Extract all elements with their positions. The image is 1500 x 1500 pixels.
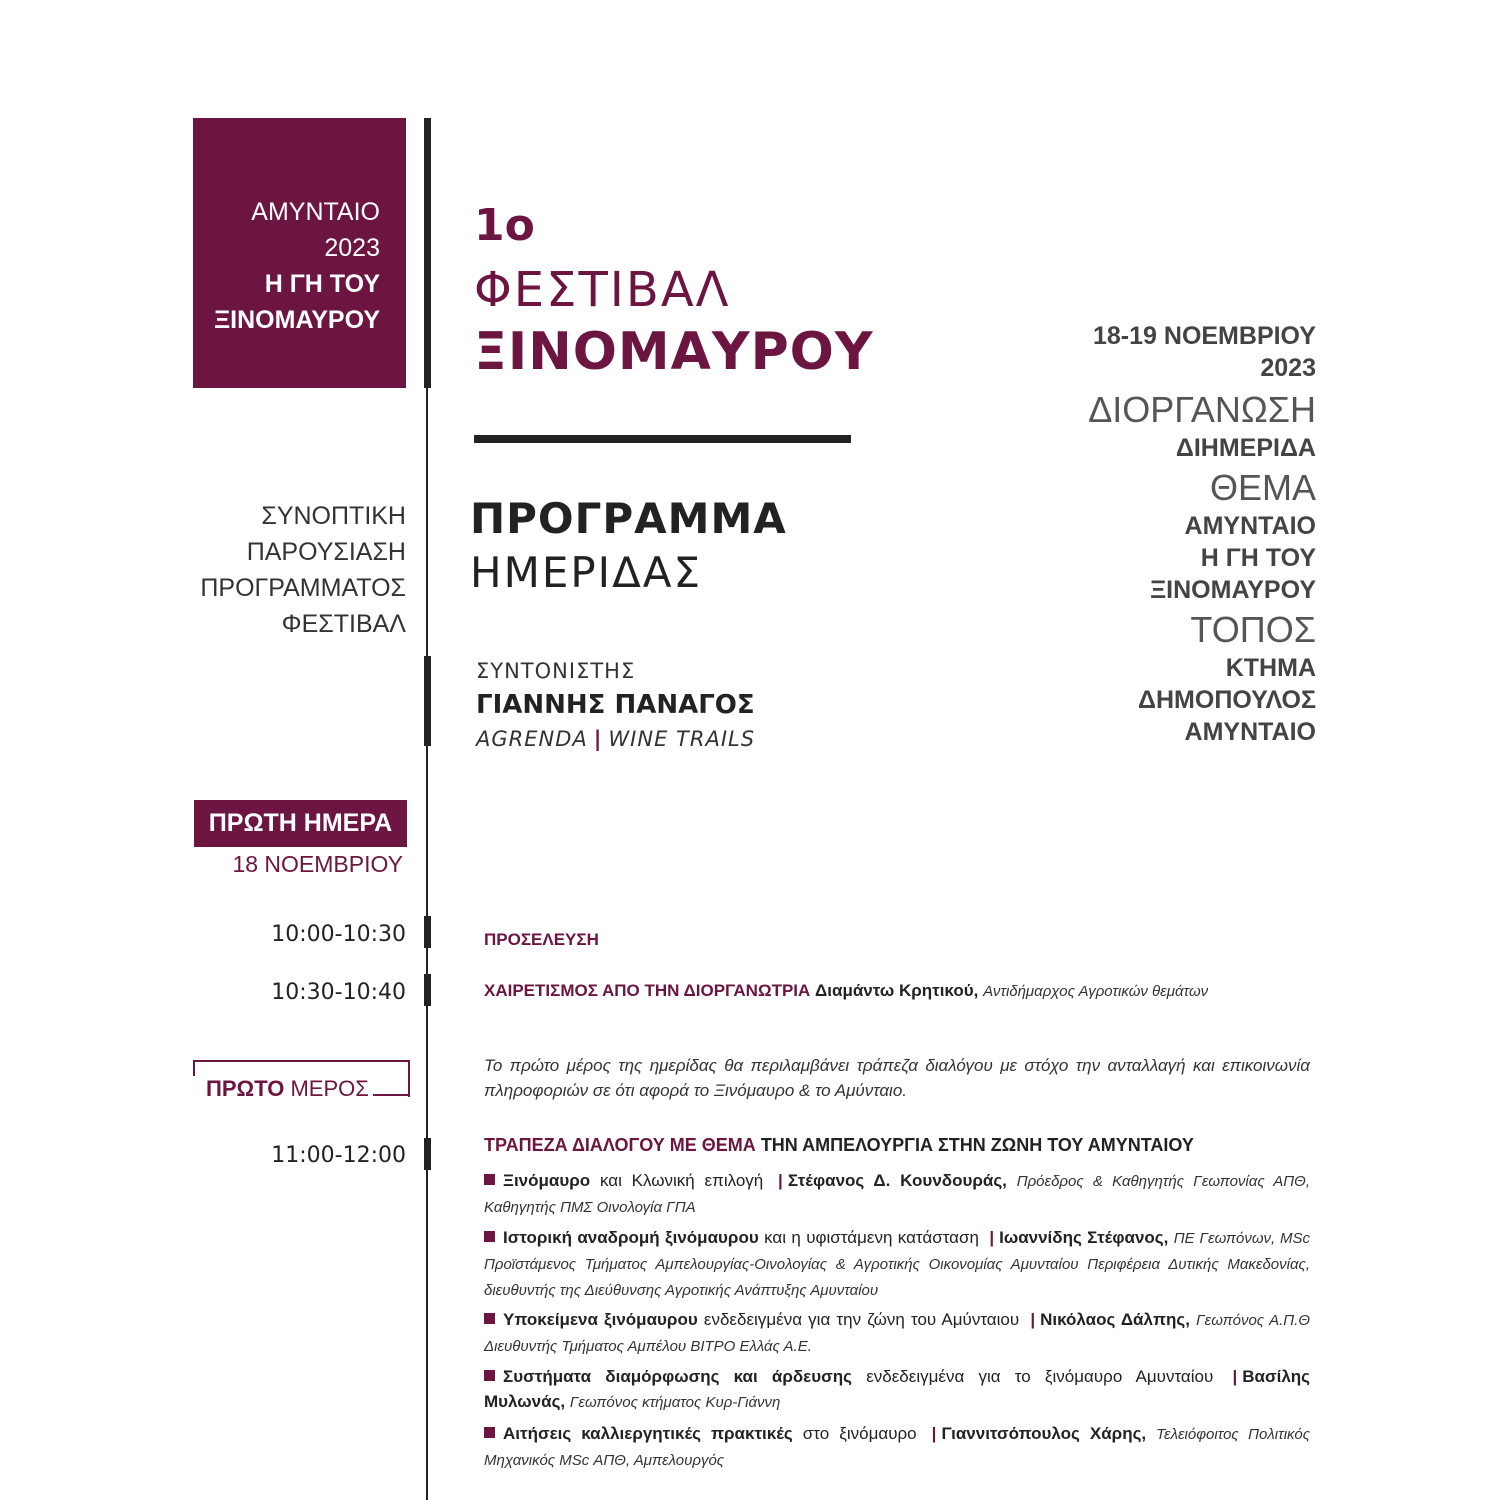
item-speaker: Ιωαννίδης Στέφανος, [999,1228,1169,1247]
theme-line-1: ΑΜΥΝΤΑΙΟ [1184,512,1316,540]
festival-word: ΦΕΣΤΙΒΑΛ [474,262,731,318]
item-topic: Ξινόμαυρο [503,1171,591,1190]
list-item [484,1168,1310,1220]
day-date: 18 ΝΟΕΜΒΡΙΟΥ [232,851,403,877]
title-box [193,118,406,388]
summary-line-4: ΦΕΣΤΙΒΑΛ [281,610,406,638]
item-role: Τελειόφοιτος Πολιτικός Μηχανικός MSc ΑΠΘ, Αμπελουργός [484,1426,1310,1469]
timeline-segment [424,916,431,948]
title-box-line-2: 2023 [324,234,380,262]
timeline-segment [424,1138,431,1170]
item-speaker: Γιαννιτσόπουλος Χάρης, [941,1424,1147,1443]
item-role: ΠΕ Γεωπόνων, MSc Προϊστάμενος Τμήματος Αμπελουργίας-Οινολογίας & Αγροτικής Οικονομίας Αμυνταίου Περιφέρεια Δυτικής Μακεδονίας, διευθυντής της Διεύθυνσης Αγροτικής Ανάπτυξης Αμυνταίου [484,1230,1310,1299]
greeting-role: Αντιδήμαρχος Αγροτικών θεμάτων [983,983,1209,1000]
place-line-1: ΚΤΗΜΑ [1225,654,1316,682]
program-summary [200,498,406,642]
item-topic: Υποκείμενα ξινόμαυρου [503,1310,698,1329]
program-title: ΠΡΟΓΡΑΜΜΑ [470,494,787,543]
table-heading-dark: ΤΗΝ ΑΜΠΕΛΟΥΡΓΙΑ ΣΤΗΝ ΖΩΝΗ ΤΟΥ ΑΜΥΝΤΑΙΟΥ [760,1135,1194,1155]
item-separator: | [1232,1367,1238,1386]
title-box-line-1: ΑΜΥΝΤΑΙΟ [251,198,380,226]
item-rest: ενδεδειγμένα για την ζώνη του Αμύνταιου [703,1310,1020,1329]
coordinator-org-separator: | [593,727,603,751]
coordinator-org-2: WINE TRAILS [608,727,756,751]
part-label-bold: ΠΡΩΤΟ [206,1076,285,1101]
arrival-time: 10:00-10:30 [271,922,406,947]
title-divider [474,435,851,443]
greeting-speaker: Διαμάντω Κρητικού, [815,981,979,1000]
theme-label: ΘΕΜΑ [1209,467,1316,508]
title-box-line-3: Η ΓΗ ΤΟΥ [264,270,380,298]
place-line-2: ΔΗΜΟΠΟΥΛΟΣ [1138,686,1316,714]
item-rest: ενδεδειγμένα για το ξινόμαυρο Αμυνταίου [866,1367,1214,1386]
item-topic: Αιτήσεις καλλιεργητικές πρακτικές [503,1424,793,1443]
summary-line-2: ΠΑΡΟΥΣΙΑΣΗ [246,538,406,566]
arrival-title: ΠΡΟΣΕΛΕΥΣΗ [484,930,599,949]
item-speaker: Στέφανος Δ. Κουνδουράς, [787,1171,1007,1190]
part-label-rest: ΜΕΡΟΣ [290,1076,369,1101]
item-separator: | [1030,1310,1036,1329]
item-speaker: Βασίλης Μυλωνάς, [484,1367,1310,1411]
coordinator-name: ΓΙΑΝΝΗΣ ΠΑΝΑΓΟΣ [476,690,755,720]
place-line-3: ΑΜΥΝΤΑΙΟ [1184,718,1316,746]
list-item [484,1225,1310,1303]
greeting-time: 10:30-10:40 [271,980,406,1005]
coordinator-org-1: AGRENDA [476,727,588,751]
part-label [190,1076,373,1102]
program-subtitle: ΗΜΕΡΙΔΑΣ [470,548,703,597]
item-topic: Συστήματα διαμόρφωσης και άρδευσης [503,1367,852,1386]
greeting-entry [484,981,1208,1001]
table-time: 11:00-12:00 [271,1143,406,1168]
bullet-square-icon [484,1370,495,1381]
table-heading-colored: ΤΡΑΠΕΖΑ ΔΙΑΛΟΓΟΥ ΜΕ ΘΕΜΑ [484,1135,756,1155]
item-speaker: Νικόλαος Δάλπης, [1040,1310,1190,1329]
timeline-segment [424,974,431,1006]
festival-name: ΞΙΝΟΜΑΥΡΟΥ [474,322,874,382]
coordinator-label: ΣΥΝΤΟΝΙΣΤΗΣ [476,659,636,683]
intro-text: Το πρώτο μέρος της ημερίδας θα περιλαμβάνει τράπεζα διαλόγου με στόχο την ανταλλαγή και επικοινωνία πληροφοριών σε ότι αφορά το Ξινόμαυρο & το Αμύνταιο. [484,1056,1310,1100]
list-item [484,1421,1310,1473]
item-rest: και Κλωνική επιλογή [599,1171,764,1190]
coordinator-organizations [476,727,755,751]
item-role: Γεωπόνος κτήματος Κυρ-Γιάννη [569,1394,781,1411]
organization-label: ΔΙΟΡΓΑΝΩΣΗ [1088,389,1316,430]
list-item [484,1364,1310,1415]
timeline-segment [424,118,431,388]
theme-line-2: Η ΓΗ ΤΟΥ [1200,544,1316,572]
list-item [484,1307,1310,1359]
item-rest: στο ξινόμαυρο [802,1424,917,1443]
organization-value: ΔΙΗΜΕΡΙΔΑ [1175,434,1316,462]
item-separator: | [989,1228,995,1247]
item-topic: Ιστορική αναδρομή ξινόμαυρου [503,1228,759,1247]
timeline-segment [424,656,431,746]
item-separator: | [778,1171,783,1190]
bullet-square-icon [484,1313,495,1324]
event-dates: 18-19 ΝΟΕΜΒΡΙΟΥ [1093,322,1316,350]
item-rest: και η υφιστάμενη κατάσταση [764,1228,979,1247]
day-badge: ΠΡΩΤΗ ΗΜΕΡΑ [194,800,407,847]
bullet-square-icon [484,1427,495,1438]
event-year: 2023 [1260,354,1316,382]
item-role: Πρόεδρος & Καθηγητής Γεωπονίας ΑΠΘ, Καθηγητής ΠΜΣ Οινολογία ΓΠΑ [484,1173,1310,1216]
item-role: Γεωπόνος Α.Π.Θ Διευθυντής Τμήματος Αμπέλου ΒΙΤΡΟ Ελλάς Α.Ε. [484,1312,1311,1355]
table-heading [484,1135,1194,1156]
place-label: ΤΟΠΟΣ [1190,609,1316,650]
bullet-square-icon [484,1174,495,1185]
greeting-title: ΧΑΙΡΕΤΙΣΜΟΣ ΑΠΟ ΤΗΝ ΔΙΟΡΓΑΝΩΤΡΙΑ [484,981,811,1000]
bullet-square-icon [484,1231,495,1242]
item-separator: | [931,1424,937,1443]
festival-number: 1ο [474,200,535,251]
summary-line-3: ΠΡΟΓΡΑΜΜΑΤΟΣ [200,574,406,602]
title-box-line-4: ΞΙΝΟΜΑΥΡΟΥ [214,306,380,334]
theme-line-3: ΞΙΝΟΜΑΥΡΟΥ [1150,576,1316,604]
event-info [1088,320,1316,748]
summary-line-1: ΣΥΝΟΠΤΙΚΗ [261,502,406,530]
